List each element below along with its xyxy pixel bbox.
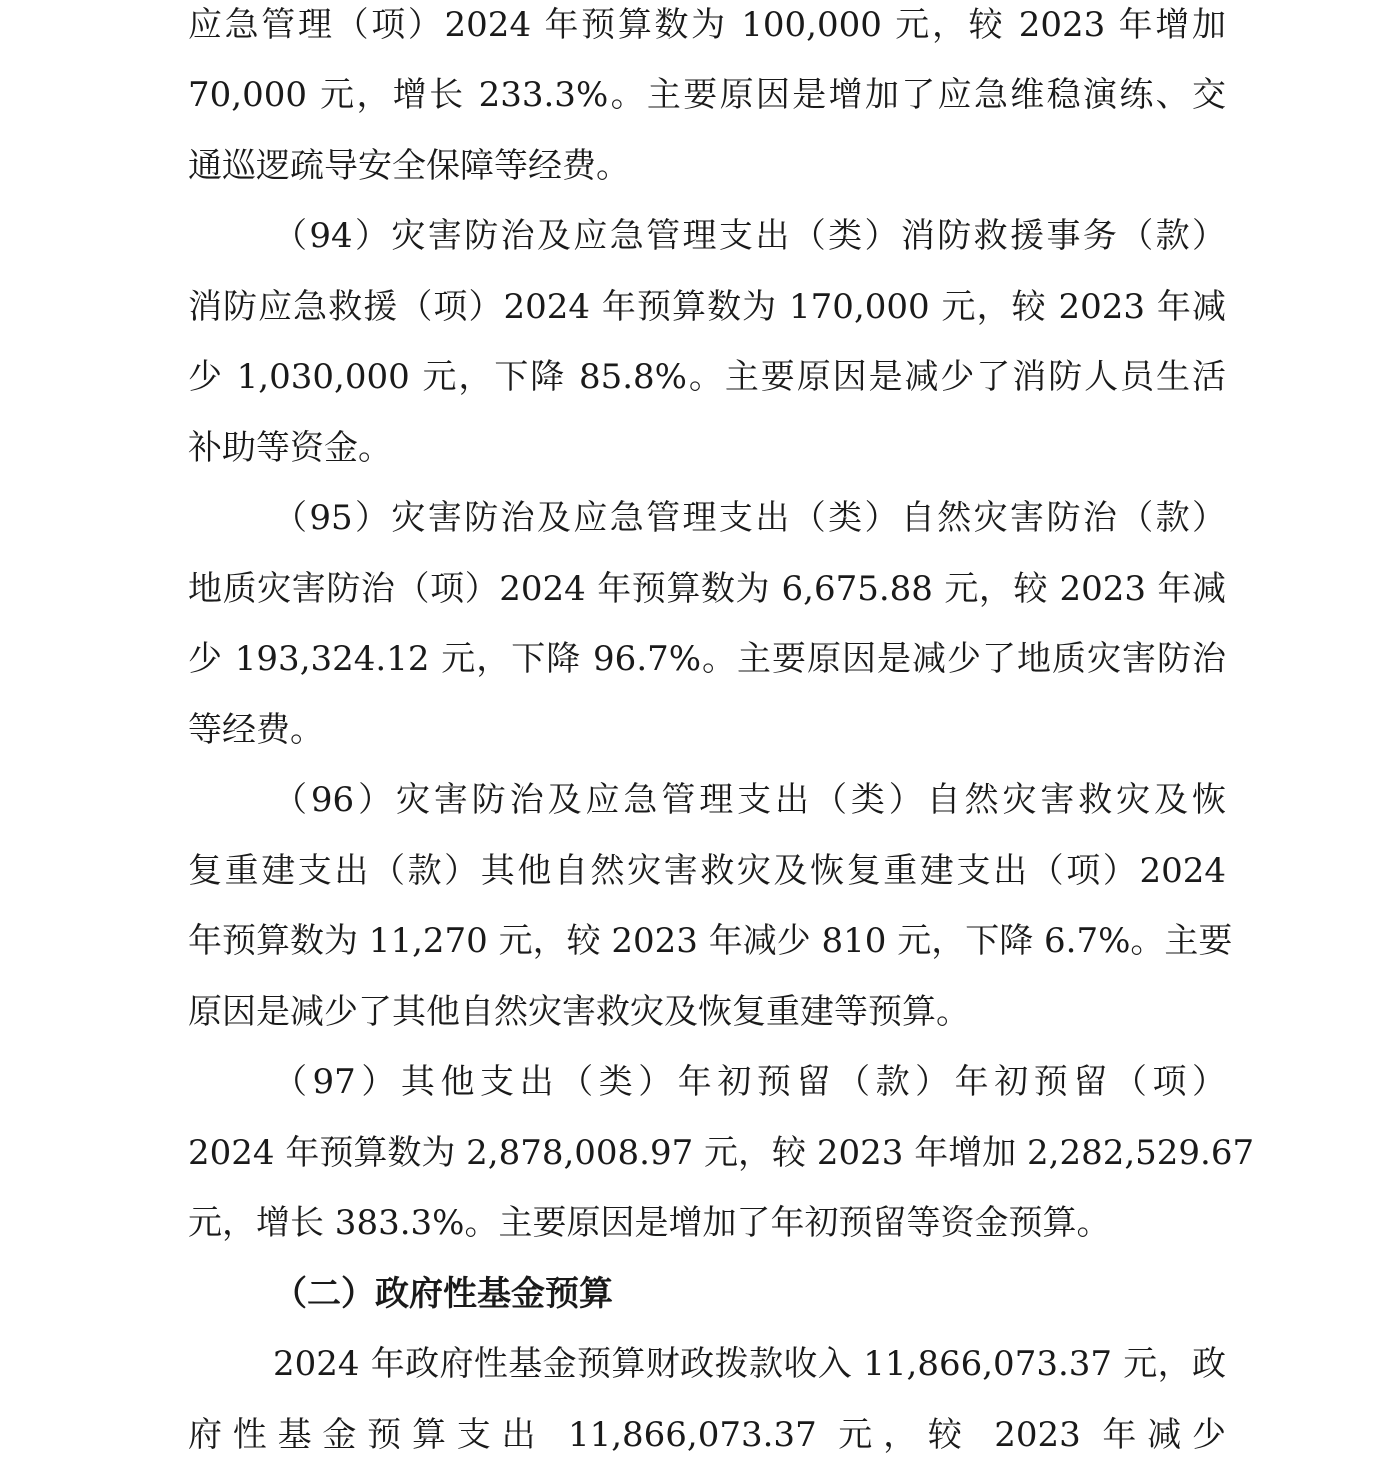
- section-heading: （二）政府性基金预算: [273, 1274, 613, 1314]
- text-line: 消防应急救援（项）2024 年预算数为 170,000 元，较 2023 年减: [188, 287, 1226, 327]
- text-line: 复重建支出（款）其他自然灾害救灾及恢复重建支出（项）2024: [188, 851, 1226, 891]
- text-line: 地质灾害防治（项）2024 年预算数为 6,675.88 元，较 2023 年减: [188, 569, 1226, 609]
- text-line: 应急管理（项）2024 年预算数为 100,000 元，较 2023 年增加: [188, 5, 1226, 45]
- text-line: 通巡逻疏导安全保障等经费。: [188, 146, 630, 186]
- text-line: 少 1,030,000 元，下降 85.8%。主要原因是减少了消防人员生活: [188, 357, 1226, 397]
- text-line: 70,000 元，增长 233.3%。主要原因是增加了应急维稳演练、交: [188, 75, 1226, 115]
- text-line: （97）其他支出（类）年初预留（款）年初预留（项）: [273, 1062, 1226, 1102]
- text-line: （96）灾害防治及应急管理支出（类）自然灾害救灾及恢: [273, 780, 1226, 820]
- text-line: 等经费。: [188, 710, 324, 750]
- text-line: 府性基金预算支出 11,866,073.37 元，较 2023 年减少: [188, 1415, 1226, 1455]
- text-line: 元，增长 383.3%。主要原因是增加了年初预留等资金预算。: [188, 1203, 1111, 1243]
- text-line: 少 193,324.12 元，下降 96.7%。主要原因是减少了地质灾害防治: [188, 639, 1226, 679]
- text-line: 年预算数为 11,270 元，较 2023 年减少 810 元，下降 6.7%。主要: [188, 921, 1233, 961]
- text-line: （95）灾害防治及应急管理支出（类）自然灾害防治（款）: [273, 498, 1226, 538]
- text-line: 原因是减少了其他自然灾害救灾及恢复重建等预算。: [188, 992, 970, 1032]
- text-line: 补助等资金。: [188, 428, 392, 468]
- text-line: 2024 年预算数为 2,878,008.97 元，较 2023 年增加 2,282,529.67: [188, 1133, 1255, 1173]
- text-line: （94）灾害防治及应急管理支出（类）消防救援事务（款）: [273, 216, 1226, 256]
- text-line: 2024 年政府性基金预算财政拨款收入 11,866,073.37 元，政: [273, 1344, 1226, 1384]
